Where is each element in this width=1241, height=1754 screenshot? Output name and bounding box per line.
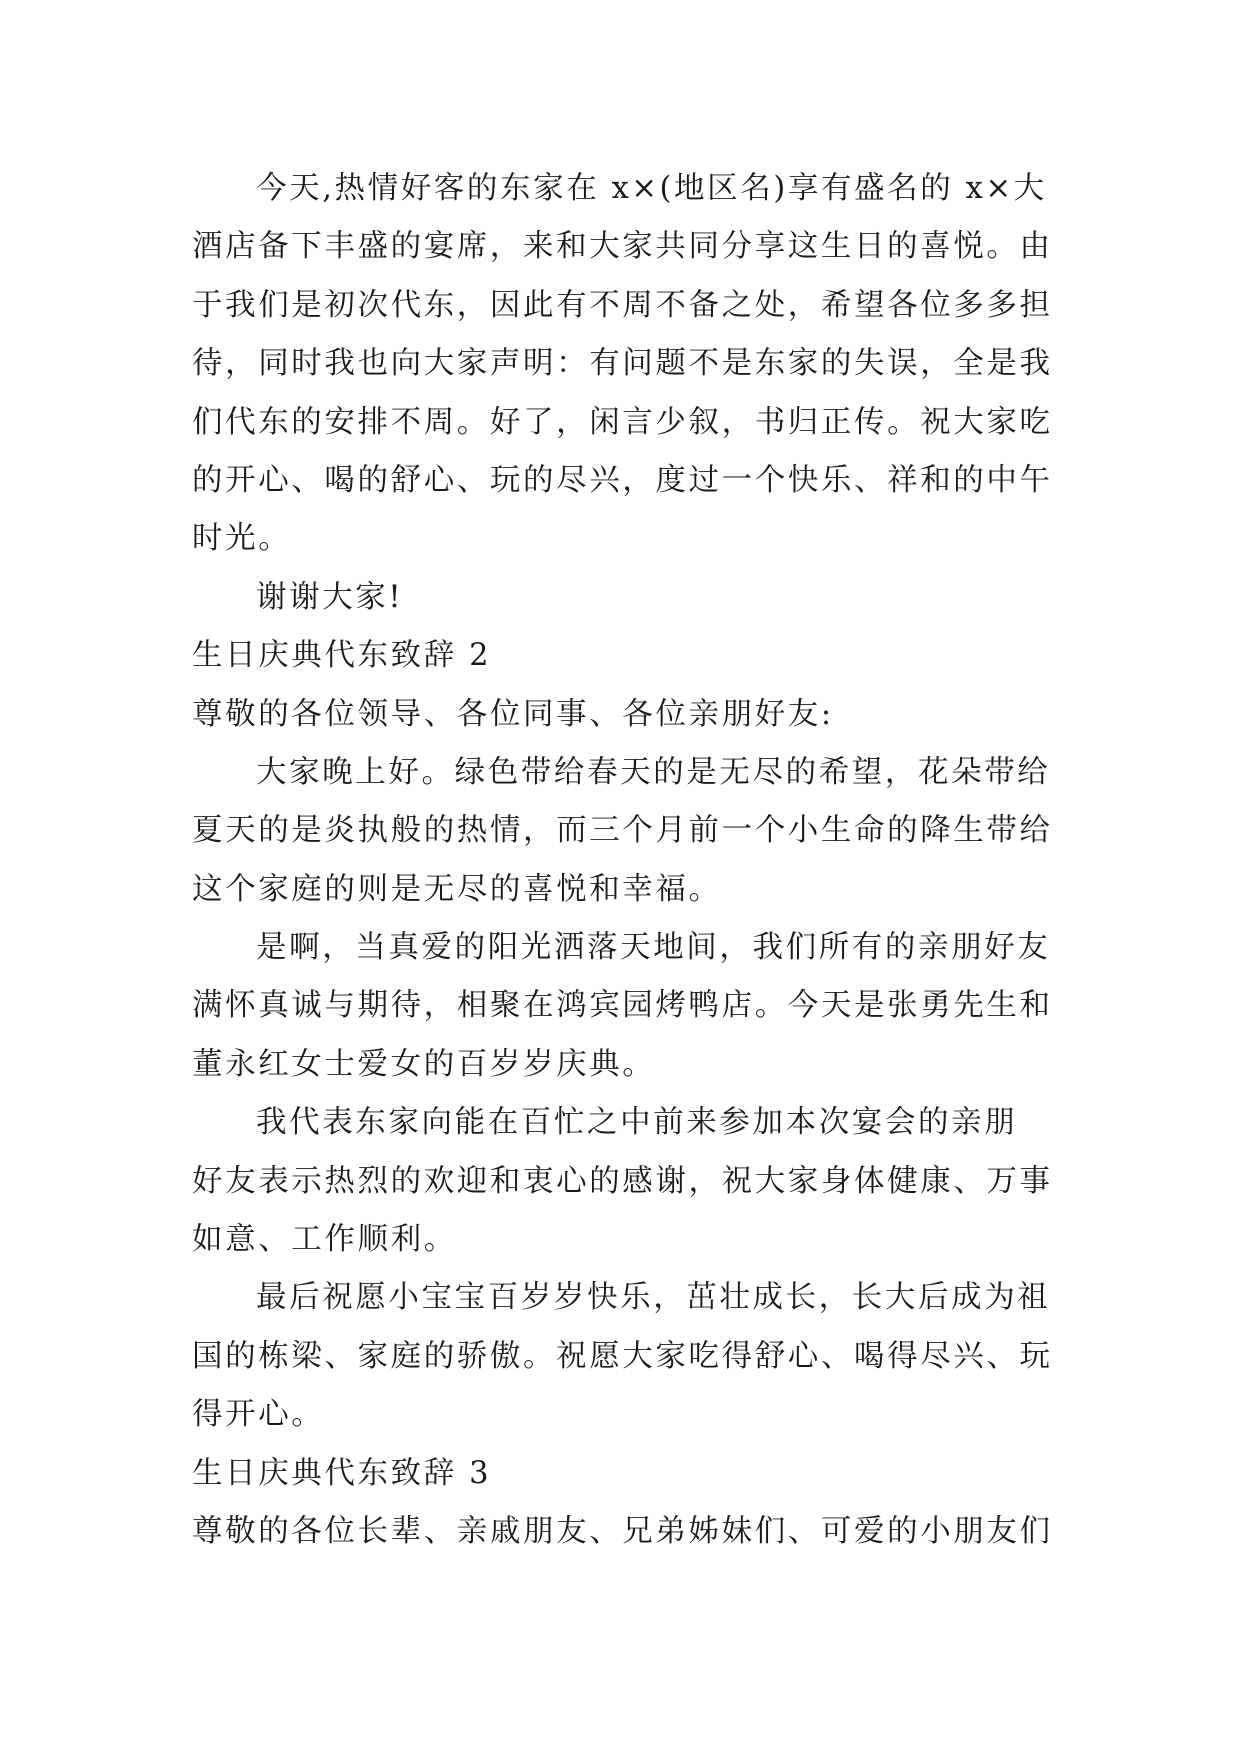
salutation: 尊敬的各位领导、各位同事、各位亲朋好友:	[192, 696, 834, 732]
section-heading: 生日庆典代东致辞 3	[192, 1455, 492, 1491]
text-line: 酒店备下丰盛的宴席，来和大家共同分享这生日的喜悦。由	[192, 229, 1053, 265]
text-line: 如意、工作顺利。	[192, 1222, 457, 1258]
text-line: 董永红女士爱女的百岁岁庆典。	[192, 1046, 656, 1082]
section-heading: 生日庆典代东致辞 2	[192, 638, 492, 674]
text-line: 国的栋梁、家庭的骄傲。祝愿大家吃得舒心、喝得尽兴、玩	[192, 1338, 1053, 1374]
text-line: 大家晚上好。绿色带给春天的是无尽的希望，花朵带给	[256, 754, 1051, 790]
document-page	[192, 160, 1053, 1561]
text-line: 这个家庭的则是无尽的喜悦和幸福。	[192, 871, 722, 907]
text-line: 好友表示热烈的欢迎和衷心的感谢，祝大家身体健康、万事	[192, 1163, 1053, 1199]
salutation: 尊敬的各位长辈、亲戚朋友、兄弟姊妹们、可爱的小朋友们	[192, 1513, 1053, 1549]
text-line: 们代东的安排不周。好了，闲言少叙，书归正传。祝大家吃	[192, 404, 1053, 440]
text-line: 谢谢大家!	[256, 579, 404, 615]
text-line: 得开心。	[192, 1397, 325, 1433]
text-line: 时光。	[192, 521, 292, 557]
text-line: 最后祝愿小宝宝百岁岁快乐，茁壮成长，长大后成为祖	[256, 1280, 1051, 1316]
text-line: 今天,热情好客的东家在 x×(地区名)享有盛名的 x×大	[256, 171, 1047, 206]
text-line: 于我们是初次代东，因此有不周不备之处，希望各位多多担	[192, 287, 1053, 323]
text-line: 待，同时我也向大家声明：有问题不是东家的失误，全是我	[192, 346, 1053, 382]
text-line: 夏天的是炎执般的热情，而三个月前一个小生命的降生带给	[192, 813, 1053, 849]
text-line: 我代表东家向能在百忙之中前来参加本次宴会的亲朋	[256, 1105, 1018, 1141]
text-line: 满怀真诚与期待，相聚在鸿宾园烤鸭店。今天是张勇先生和	[192, 988, 1053, 1024]
text-line: 的开心、喝的舒心、玩的尽兴，度过一个快乐、祥和的中午	[192, 462, 1053, 498]
text-line: 是啊，当真爱的阳光洒落天地间，我们所有的亲朋好友	[256, 930, 1051, 966]
